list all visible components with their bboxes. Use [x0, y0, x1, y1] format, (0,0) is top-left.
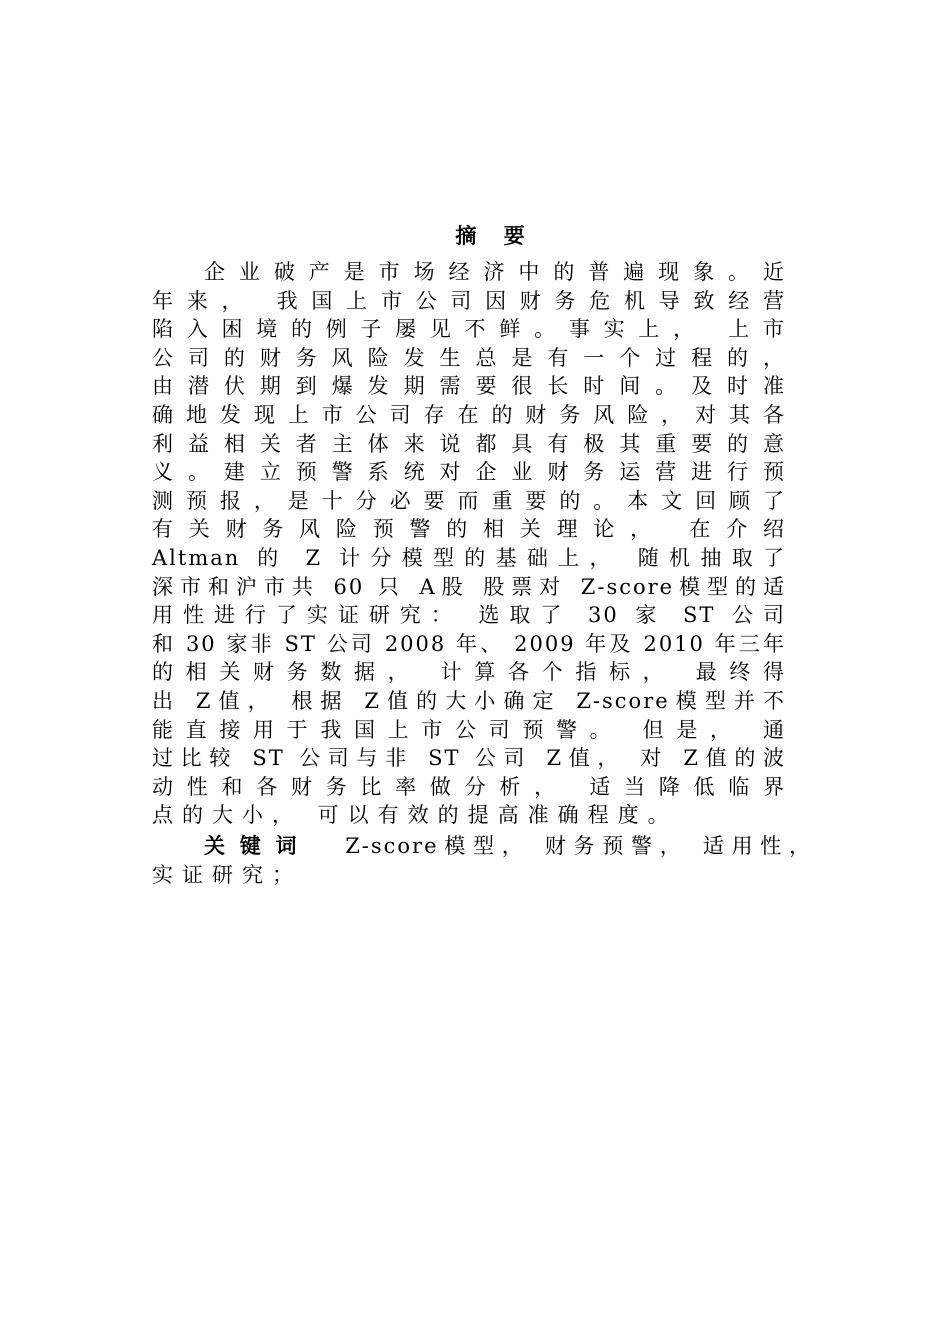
keywords-label: 关键词 — [204, 833, 312, 858]
abstract-line: 和 30 家非 ST 公司 2008 年、 2009 年及 2010 年三年 — [152, 631, 786, 656]
abstract-line: 过比较 ST 公司与非 ST 公司 Z值， 对 Z值的波 — [152, 746, 786, 771]
abstract-line: 用性进行了实证研究： 选取了 30 家 ST 公司 — [152, 603, 786, 628]
abstract-line: 年来， 我国上市公司因财务危机导致经营 — [152, 288, 786, 313]
abstract-line: 公司的财务风险发生总是有一个过程的， — [152, 345, 786, 370]
keywords-line-continued: 实证研究； — [152, 862, 302, 887]
abstract-line: 确地发现上市公司存在的财务风险，对其各 — [152, 402, 786, 427]
abstract-body — [152, 258, 786, 830]
abstract-line: 企业破产是市场经济中的普遍现象。近 — [204, 260, 786, 284]
abstract-line: Altman 的 Z 计分模型的基础上， 随机抽取了 — [152, 545, 786, 570]
keywords-text: Z-score模型， 财务预警， 适用性， — [345, 834, 813, 858]
abstract-line: 陷入困境的例子屡见不鲜。事实上， 上市 — [152, 317, 786, 342]
abstract-line: 由潜伏期到爆发期需要很长时间。及时准 — [152, 374, 786, 399]
abstract-line: 出 Z值， 根据 Z值的大小确定 Z-score模型并不 — [152, 688, 786, 713]
abstract-line: 利益相关者主体来说都具有极其重要的意 — [152, 431, 786, 456]
abstract-title: 摘 要 — [455, 223, 535, 248]
abstract-line: 的相关财务数据， 计算各个指标， 最终得 — [152, 660, 786, 685]
abstract-line: 有关财务风险预警的相关理论， 在介绍 — [152, 517, 786, 542]
abstract-line: 义。建立预警系统对企业财务运营进行预 — [152, 460, 786, 485]
keywords-line — [152, 832, 812, 861]
keywords-section — [152, 832, 812, 889]
abstract-line: 动性和各财务比率做分析， 适当降低临界 — [152, 774, 786, 799]
abstract-line: 测预报，是十分必要而重要的。本文回顾了 — [152, 488, 786, 513]
abstract-line: 深市和沪市共 60 只 A股 股票对 Z-score模型的适 — [152, 574, 786, 599]
abstract-line: 点的大小， 可以有效的提高准确程度。 — [152, 803, 678, 828]
abstract-line: 能直接用于我国上市公司预警。 但是， 通 — [152, 717, 786, 742]
